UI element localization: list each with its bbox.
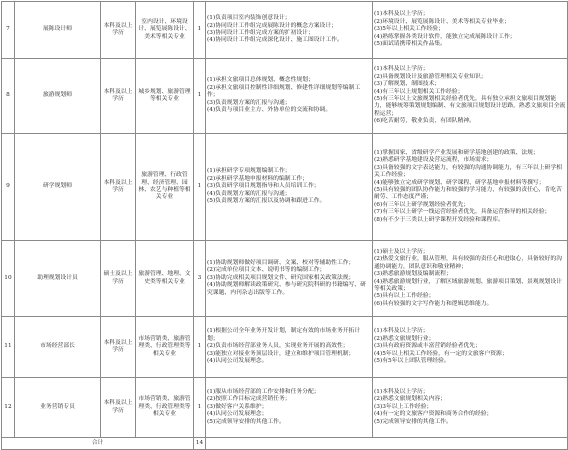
table-row: [2, 241, 568, 317]
position-name: 旅游规划师: [15, 59, 101, 134]
total-count: 14: [194, 438, 206, 450]
duty-item: (2)按照工作目标完成营销任务；: [207, 396, 291, 403]
position-name: 展陈设计师: [15, 2, 101, 59]
recruitment-table: [1, 1, 568, 450]
duty-item: (1)负责项目室内装饰创意设计；: [207, 15, 291, 22]
duty-item: (1)承担研学专项规划编制工作；: [207, 168, 291, 175]
row-number: 11: [2, 317, 15, 378]
duty-item: (1)根据公司全年业务开发计划，制定有效的市场业务开拓计划；: [207, 328, 361, 342]
requirement-item: (1)掌握国家、省级研学产业发展和研学基地创建的政策、法规；: [374, 149, 539, 156]
requirement-item: (4)有一定的文旅客户资源和商务合作的经验；: [374, 411, 493, 418]
duty-item: (3)负责研学项目规划指导和人员培训工作；: [207, 183, 320, 190]
row-number: 9: [2, 134, 15, 241]
duty-item: (3)能独立对接业务顶层设计，建立和维护项目管理机制；: [207, 350, 355, 357]
table-row: [2, 2, 568, 59]
duty-item: (3)负责规划方案的汇报与沟通；: [207, 99, 291, 106]
requirement-item: (1)本科及以上学历；: [374, 66, 429, 73]
job-requirements: [373, 2, 568, 59]
requirement-item: (4)熟练掌握各类设计软件，能独立完成展陈设计工作；: [374, 33, 516, 40]
total-label: 合计: [2, 438, 194, 450]
duty-item: (4)认同公司发展理念；: [207, 411, 268, 418]
requirement-item: (6)有三年以上研学规划经验者优先；: [374, 201, 470, 208]
duty-item: (3)协同设计工作组完成方案的扩初设计；: [207, 30, 314, 36]
requirement-item: (3)5年以上相关工作经验；: [374, 26, 444, 33]
duty-item: (5)负责规划方案的汇报以及协调和跟进工作。: [207, 198, 326, 205]
headcount: 1: [194, 134, 206, 241]
row-number: 8: [2, 59, 15, 134]
job-duties: [206, 134, 373, 241]
table-row: [2, 59, 568, 134]
requirement-item: (2)环境设计、展览展陈设计、美术等相关专业毕业；: [374, 18, 510, 25]
major: 旅游管理、行政管理、经济管理、园林、农艺与种植等相关专业: [136, 134, 194, 241]
job-requirements: [373, 317, 568, 378]
major: 旅游管理、地理、文史类等相关专业: [136, 241, 194, 317]
requirement-item: (5)具有较强的团队协作能力和较强的学习能力，有较强的责任心，肯吃苦耐劳、工作态度严谨；: [374, 187, 562, 201]
education: 本科及以上学历: [101, 134, 136, 241]
job-duties: [206, 59, 373, 134]
requirement-item: (2)熟悉文旅规划相关内容；: [374, 396, 446, 403]
requirement-item: (8)有不少于三类以上研学课程开发经验和课程库。: [374, 216, 504, 223]
requirement-item: (6)吃苦耐劳，敬业负责，有团队精神。: [374, 118, 475, 125]
duty-item: (2)负责市场经营部业务人员，实现业务开展的高效性；: [207, 343, 349, 350]
requirement-item: (5)有5年以上团队管理经验。: [374, 358, 450, 365]
requirement-item: (4)能够独立完成研学规划、研学课程、研学基地申报材料等撰写；: [374, 179, 545, 186]
requirement-item: (3)了解规划、制图技术；: [374, 81, 441, 88]
duty-item: (2)协同设计工作组完成展陈设计的概念方案设计；: [207, 22, 337, 29]
requirement-item: (4)5年以上相关工作经验，有一定的文旅客户资源；: [374, 350, 508, 357]
duty-item: (3)做好客户关系维护；: [207, 403, 268, 410]
duty-item: (1)服从市场经营部的工作安排和任务分配；: [207, 388, 320, 395]
job-requirements: [373, 134, 568, 241]
requirement-item: (7)有三年以上研学一线运营经验者优先，具备运营指导的相关经验；: [374, 209, 551, 216]
total-empty-cell: [206, 438, 568, 450]
headcount: 1: [194, 378, 206, 438]
duty-item: (2)完成单位项目文本、说明书等的编制工作；: [207, 267, 326, 274]
table-row: [2, 378, 568, 438]
position-name: 研学规划师: [15, 134, 101, 241]
headcount: 1: [194, 59, 206, 134]
duty-item: (4)负责规划方案的汇报与沟通；: [207, 190, 291, 197]
requirement-item: (6)具有较强的文字写作能力和逻辑思维能力。: [374, 300, 493, 307]
headcount: 1: [194, 2, 206, 59]
table-row: [2, 317, 568, 378]
requirement-item: (3)具有政府资源或丰富营销经验者优先；: [374, 343, 481, 350]
requirement-item: (3)具备较强的文字表达能力，有较强的沟通协调能力，有三年以上研学相关工作经验；: [374, 164, 562, 179]
duty-item: (4)认同公司发展理念。: [207, 358, 268, 365]
table-row: [2, 134, 568, 241]
requirement-item: (5)有三年以上文旅规划相关经验者优先，具有独立承担文旅项目规划能力，能够统筹策划规划编制、有文旅项目规划设计思路，熟悉文旅项目全流程运营；: [374, 96, 566, 117]
major: 市场营销类、旅游管理类、行政管理类等相关专业: [136, 378, 194, 438]
duty-item: (1)承担文旅项目总体规划、概念性规划；: [207, 77, 314, 84]
major: 城乡规划、旅游管理等相关专业: [136, 59, 194, 134]
duty-item: (2)承担文旅项目控制性详细规划、修建性详细规划等编制工作；: [207, 84, 361, 99]
requirement-item: (1)硕士及以上学历；: [374, 248, 429, 255]
education: 本科及以上学历: [101, 317, 136, 378]
requirement-item: (4)熟悉旅游规划行业，了解区域旅游规划、旅游项目策划、景观规划设计等相关政策；: [374, 278, 562, 292]
education: 本科及以上学历: [101, 2, 136, 59]
requirement-item: (3)熟悉旅游规划及编制流程；: [374, 271, 452, 278]
major: 市场营销类、旅游管理类、行政管理类等相关专业: [136, 317, 194, 378]
requirement-item: (1)本科及以上学历；: [374, 388, 429, 395]
job-requirements: [373, 59, 568, 134]
requirement-item: (2)热爱文旅行业，服从管理，具有较强的责任心和进取心，具备较好的沟通协调能力，团队意识和敬业精神；: [374, 256, 562, 270]
requirement-item: (2)熟悉文旅规划行业；: [374, 335, 435, 342]
duty-item: (4)协助规划师解读政策研究、参与研究院科研的书籍编写、研究课题、内刊杂志出版等工作。: [207, 282, 366, 296]
requirement-item: (5)面试请携带相关作品集。: [374, 41, 446, 48]
requirement-item: (2)熟悉研学基地建设及营运流程，市场需求；: [374, 157, 493, 164]
position-name: 业务营销专员: [15, 378, 101, 438]
headcount: 1: [194, 317, 206, 378]
job-duties: [206, 378, 373, 438]
major: 室内设计、环境设计、展览展陈设计、美术等相关专业: [136, 2, 194, 59]
requirement-item: (3)3年以上工作经验；: [374, 403, 433, 410]
education: 本科及以上学历: [101, 378, 136, 438]
position-name: 市场经营部长: [15, 317, 101, 378]
job-duties: [206, 241, 373, 317]
duty-item: (2)承担研学基地申报材料的编制工作；: [207, 175, 308, 182]
requirement-item: (1)本科及以上学历；: [374, 11, 429, 18]
requirement-item: (1)本科及以上学历；: [374, 328, 429, 335]
position-name: 助理规划设计员: [15, 241, 101, 317]
duty-item: (1)协助规划师做好项目调研、文案、校对等辅助性工作；: [207, 259, 355, 266]
row-number: 12: [2, 378, 15, 438]
requirement-item: (2)具备规划设计及旅游管理相关专业知识；: [374, 73, 487, 80]
requirement-item: (4)有三年以上规划相关工作经验；: [374, 88, 464, 95]
total-row: [2, 438, 568, 450]
duty-item: (4)协同设计工作组完成深化设计、施工图设计工作。: [207, 37, 343, 44]
requirement-item: (5)完成领导安排的其他工作。: [374, 418, 452, 425]
education: 本科及以上学历: [101, 59, 136, 134]
duty-item: (5)完成领导安排的其他工作。: [207, 418, 285, 425]
duty-item: (4)负责与项目业主方、外协单位的交流和协调。: [207, 107, 332, 114]
education: 硕士及以上学历: [101, 241, 136, 317]
requirement-item: (5)具有以上工作经验；: [374, 293, 435, 300]
job-requirements: [373, 378, 568, 438]
headcount: 3: [194, 241, 206, 317]
job-duties: [206, 317, 373, 378]
job-requirements: [373, 241, 568, 317]
job-duties: [206, 2, 373, 59]
row-number: 10: [2, 241, 15, 317]
duty-item: (3)协助完成相关项目规划文件、研究国家相关政策法规；: [207, 274, 355, 281]
row-number: 7: [2, 2, 15, 59]
